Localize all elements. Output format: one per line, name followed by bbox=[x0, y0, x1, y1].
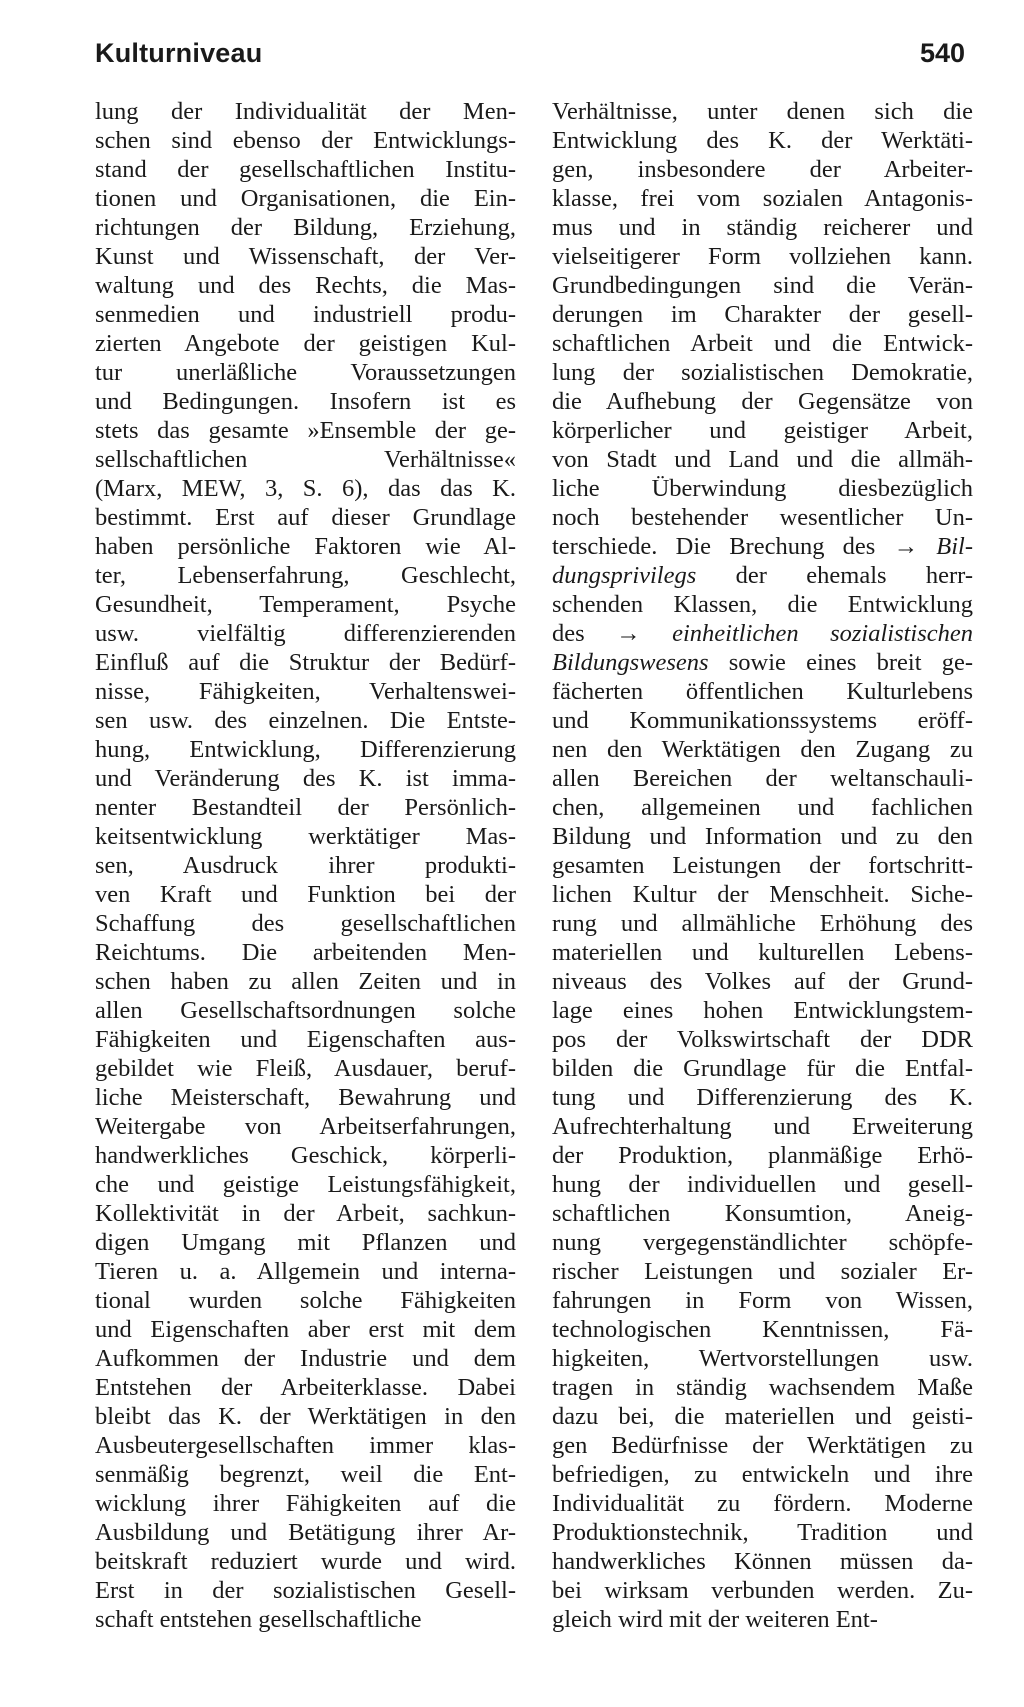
text-line: befriedigen, zu entwickeln und ihre bbox=[552, 1461, 973, 1488]
text-line: tional wurden solche Fähigkeiten bbox=[95, 1287, 516, 1314]
text-line: gesamten Leistungen der fortschritt- bbox=[552, 852, 973, 879]
text-line: Entwicklung des K. der Werktäti- bbox=[552, 127, 973, 154]
text-line: sen, Ausdruck ihrer produkti- bbox=[95, 852, 516, 879]
text-line: liche Meisterschaft, Bewahrung und bbox=[95, 1084, 516, 1111]
text-line: und Eigenschaften aber erst mit dem bbox=[95, 1316, 516, 1343]
text-line: von Stadt und Land und die allmäh- bbox=[552, 446, 973, 473]
text-line: allen Bereichen der weltanschauli- bbox=[552, 765, 973, 792]
text-line: bei wirksam verbunden werden. Zu- bbox=[552, 1577, 973, 1604]
text-line: derungen im Charakter der gesell- bbox=[552, 301, 973, 328]
text-line: Ausbildung und Betätigung ihrer Ar- bbox=[95, 1519, 516, 1546]
text-line: Aufkommen der Industrie und dem bbox=[95, 1345, 516, 1372]
text-line: fahrungen in Form von Wissen, bbox=[552, 1287, 973, 1314]
text-line: tragen in ständig wachsendem Maße bbox=[552, 1374, 973, 1401]
running-head: Kulturniveau bbox=[95, 38, 263, 68]
text-line: richtungen der Bildung, Erziehung, bbox=[95, 214, 516, 241]
text-line: Produktionstechnik, Tradition und bbox=[552, 1519, 973, 1546]
text-line: che und geistige Leistungsfähigkeit, bbox=[95, 1171, 516, 1198]
text-line: sellschaftlichen Verhältnisse« bbox=[95, 446, 516, 473]
text-line: fächerten öffentlichen Kulturlebens bbox=[552, 678, 973, 705]
text-line: gen, insbesondere der Arbeiter- bbox=[552, 156, 973, 183]
text-line: hung, Entwicklung, Differenzierung bbox=[95, 736, 516, 763]
text-line: tur unerläßliche Voraussetzungen bbox=[95, 359, 516, 386]
text-line: terschiede. Die Brechung des → Bil- bbox=[552, 533, 974, 560]
text-line: haben persönliche Faktoren wie Al- bbox=[95, 533, 516, 560]
text-line: Aufrechterhaltung und Erweiterung bbox=[552, 1113, 973, 1140]
text-line: hung der individuellen und gesell- bbox=[552, 1171, 973, 1198]
text-line: allen Gesellschaftsordnungen solche bbox=[95, 997, 516, 1024]
text-line: sen usw. des einzelnen. Die Entste- bbox=[95, 707, 516, 734]
text-line: higkeiten, Wertvorstellungen usw. bbox=[552, 1345, 973, 1372]
text-line: beitskraft reduziert wurde und wird. bbox=[95, 1548, 516, 1575]
text-line: schen haben zu allen Zeiten und in bbox=[95, 968, 516, 995]
text-column-left bbox=[95, 97, 516, 1634]
text-line: und Kommunikationssystems eröff- bbox=[552, 707, 973, 734]
text-line: Erst in der sozialistischen Gesell- bbox=[95, 1577, 516, 1604]
text-line: schaftlichen Konsumtion, Aneig- bbox=[552, 1200, 973, 1227]
text-line: Bildungswesens sowie eines breit ge- bbox=[552, 649, 973, 676]
text-line: Schaffung des gesellschaftlichen bbox=[95, 910, 516, 937]
text-line: nen den Werktätigen den Zugang zu bbox=[552, 736, 973, 763]
text-line: Ausbeutergesellschaften immer klas- bbox=[95, 1432, 516, 1459]
text-line: dungsprivilegs der ehemals herr- bbox=[552, 562, 974, 589]
text-line: senmäßig begrenzt, weil die Ent- bbox=[95, 1461, 516, 1488]
text-line: Kollektivität in der Arbeit, sachkun- bbox=[95, 1200, 516, 1227]
text-line: ven Kraft und Funktion bei der bbox=[95, 881, 516, 908]
text-line: mus und in ständig reicherer und bbox=[552, 214, 973, 241]
text-line: Fähigkeiten und Eigenschaften aus- bbox=[95, 1026, 516, 1053]
text-line: rischer Leistungen und sozialer Er- bbox=[552, 1258, 973, 1285]
text-line: (Marx, MEW, 3, S. 6), das das K. bbox=[95, 475, 516, 502]
text-line: nenter Bestandteil der Persönlich- bbox=[95, 794, 516, 821]
text-line: wicklung ihrer Fähigkeiten auf die bbox=[95, 1490, 516, 1517]
page-header bbox=[95, 38, 965, 78]
text-line: Kunst und Wissenschaft, der Ver- bbox=[95, 243, 516, 270]
text-line: stand der gesellschaftlichen Institu- bbox=[95, 156, 516, 183]
text-line: schenden Klassen, die Entwicklung bbox=[552, 591, 973, 618]
text-line: lichen Kultur der Menschheit. Siche- bbox=[552, 881, 973, 908]
text-line: chen, allgemeinen und fachlichen bbox=[552, 794, 973, 821]
text-line: die Aufhebung der Gegensätze von bbox=[552, 388, 973, 415]
text-line: tung und Differenzierung des K. bbox=[552, 1084, 973, 1111]
text-line: und Veränderung des K. ist imma- bbox=[95, 765, 516, 792]
text-line: des → einheitlichen sozialistischen bbox=[552, 620, 974, 647]
text-line: Reichtums. Die arbeitenden Men- bbox=[95, 939, 516, 966]
text-line: Individualität zu fördern. Moderne bbox=[552, 1490, 973, 1517]
text-line: Bildung und Information und zu den bbox=[552, 823, 973, 850]
text-line: liche Überwindung diesbezüglich bbox=[552, 475, 973, 502]
text-line: vielseitigerer Form vollziehen kann. bbox=[552, 243, 973, 270]
text-line: materiellen und kulturellen Lebens- bbox=[552, 939, 973, 966]
text-line: stets das gesamte »Ensemble der ge- bbox=[95, 417, 516, 444]
text-line: Einfluß auf die Struktur der Bedürf- bbox=[95, 649, 516, 676]
text-line: noch bestehender wesentlicher Un- bbox=[552, 504, 973, 531]
text-line: Verhältnisse, unter denen sich die bbox=[552, 98, 973, 125]
text-line: tionen und Organisationen, die Ein- bbox=[95, 185, 516, 212]
text-line: Weitergabe von Arbeitserfahrungen, bbox=[95, 1113, 516, 1140]
text-line: nisse, Fähigkeiten, Verhaltenswei- bbox=[95, 678, 516, 705]
text-line: bestimmt. Erst auf dieser Grundlage bbox=[95, 504, 516, 531]
text-line: technologischen Kenntnissen, Fä- bbox=[552, 1316, 973, 1343]
text-line: rung und allmähliche Erhöhung des bbox=[552, 910, 973, 937]
text-column-right bbox=[552, 97, 973, 1634]
text-line: bilden die Grundlage für die Entfal- bbox=[552, 1055, 973, 1082]
text-line: niveaus des Volkes auf der Grund- bbox=[552, 968, 973, 995]
text-line: waltung und des Rechts, die Mas- bbox=[95, 272, 516, 299]
text-line: klasse, frei vom sozialen Antagonis- bbox=[552, 185, 973, 212]
text-line: Gesundheit, Temperament, Psyche bbox=[95, 591, 516, 618]
text-line: Tieren u. a. Allgemein und interna- bbox=[95, 1258, 516, 1285]
text-line: Grundbedingungen sind die Verän- bbox=[552, 272, 973, 299]
text-line: digen Umgang mit Pflanzen und bbox=[95, 1229, 516, 1256]
text-line: schen sind ebenso der Entwicklungs- bbox=[95, 127, 516, 154]
text-line: handwerkliches Können müssen da- bbox=[552, 1548, 973, 1575]
text-line: zierten Angebote der geistigen Kul- bbox=[95, 330, 516, 357]
page-number: 540 bbox=[919, 38, 965, 68]
text-line: körperlicher und geistiger Arbeit, bbox=[552, 417, 973, 444]
text-line: senmedien und industriell produ- bbox=[95, 301, 516, 328]
text-line: pos der Volkswirtschaft der DDR bbox=[552, 1026, 973, 1053]
text-line: nung vergegenständlichter schöpfe- bbox=[552, 1229, 973, 1256]
text-line: bleibt das K. der Werktätigen in den bbox=[95, 1403, 516, 1430]
text-line: ter, Lebenserfahrung, Geschlecht, bbox=[95, 562, 516, 589]
text-line: schaftlichen Arbeit und die Entwick- bbox=[552, 330, 973, 357]
text-line: usw. vielfältig differenzierenden bbox=[95, 620, 516, 647]
text-line: und Bedingungen. Insofern ist es bbox=[95, 388, 516, 415]
text-line: lage eines hohen Entwicklungstem- bbox=[552, 997, 973, 1024]
text-line: dazu bei, die materiellen und geisti- bbox=[552, 1403, 973, 1430]
text-line: lung der sozialistischen Demokratie, bbox=[552, 359, 973, 386]
text-line: Entstehen der Arbeiterklasse. Dabei bbox=[95, 1374, 516, 1401]
text-line: lung der Individualität der Men- bbox=[95, 98, 516, 125]
text-line: handwerkliches Geschick, körperli- bbox=[95, 1142, 516, 1169]
text-line: gen Bedürfnisse der Werktätigen zu bbox=[552, 1432, 973, 1459]
text-line: gebildet wie Fleiß, Ausdauer, beruf- bbox=[95, 1055, 516, 1082]
text-line: schaft entstehen gesellschaftliche bbox=[95, 1606, 422, 1633]
text-line: gleich wird mit der weiteren Ent- bbox=[552, 1606, 878, 1633]
text-line: der Produktion, planmäßige Erhö- bbox=[552, 1142, 973, 1169]
text-line: keitsentwicklung werktätiger Mas- bbox=[95, 823, 516, 850]
